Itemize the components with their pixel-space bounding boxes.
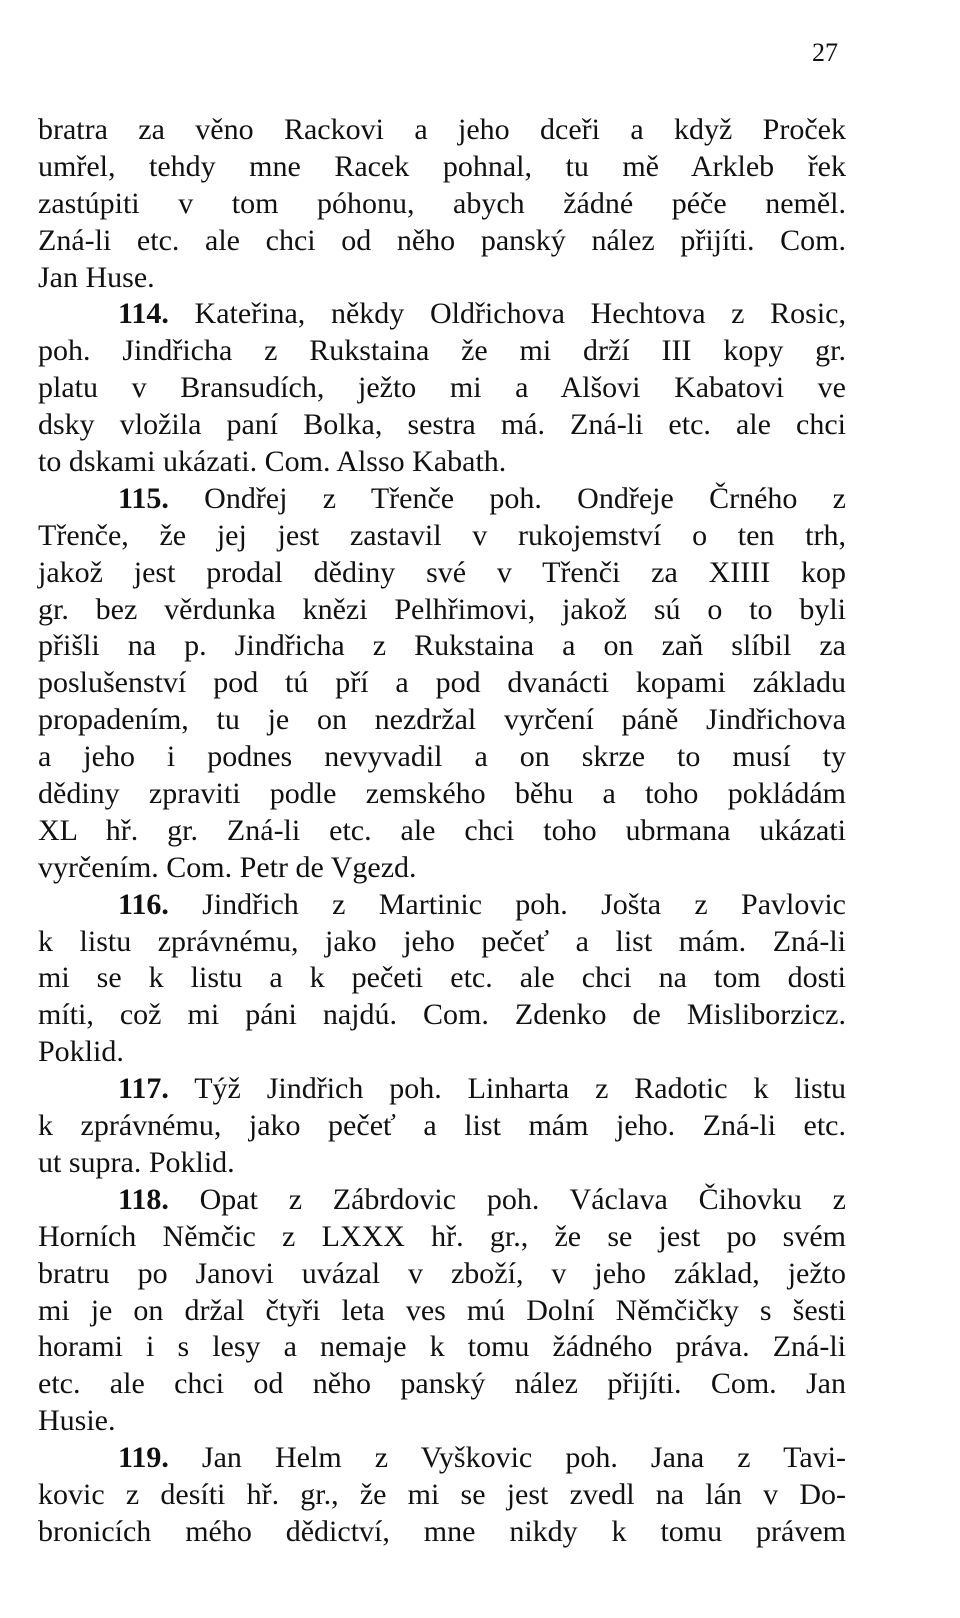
text-line <box>38 518 846 555</box>
text-line <box>38 1366 846 1403</box>
line-text: bratru po Janovi uvázal v zboží, v jeho základ, ježto <box>38 1256 846 1290</box>
text-line <box>38 1293 846 1330</box>
text-line <box>38 850 846 887</box>
line-text: Husie. <box>38 1404 116 1438</box>
text-line <box>38 1145 846 1182</box>
text-line <box>38 296 846 333</box>
line-text: míti, což mi páni najdú. Com. Zdenko de Misliborzicz. <box>38 998 846 1032</box>
line-text: poh. Jindřicha z Rukstaina že mi drží III kopy gr. <box>38 334 846 368</box>
line-text: bratra za věno Rackovi a jeho dceři a když Proček <box>38 113 846 146</box>
line-text: Poklid. <box>38 1035 124 1069</box>
entry-number: 119. <box>118 1441 169 1475</box>
text-line <box>38 481 846 518</box>
text-line <box>38 1514 846 1551</box>
line-text: vyrčením. Com. Petr de Vgezd. <box>38 850 417 884</box>
text-line <box>38 260 846 297</box>
page-number: 27 <box>812 38 838 67</box>
text-line <box>38 555 846 592</box>
text-body <box>38 112 846 1551</box>
line-text: Třenče, že jej jest zastavil v rukojemství o ten trh, <box>38 518 846 552</box>
line-text: dědiny zpraviti podle zemského běhu a toho pokládám <box>38 777 846 811</box>
text-line <box>38 186 846 223</box>
line-text: horami i s lesy a nemaje k tomu žádného práva. Zná-li <box>38 1330 846 1364</box>
line-text: Týž Jindřich poh. Linharta z Radotic k listu <box>168 1072 846 1106</box>
text-line <box>38 1071 846 1108</box>
text-line <box>38 1477 846 1514</box>
line-text: etc. ale chci od něho panský nález přijíti. Com. Jan <box>38 1367 846 1401</box>
line-text: Horních Němčic z LXXX hř. gr., že se jest po svém <box>38 1219 846 1253</box>
text-line <box>38 149 846 186</box>
text-line <box>38 739 846 776</box>
line-text: Jindřich z Martinic poh. Jošta z Pavlovic <box>168 887 846 921</box>
text-line <box>38 776 846 813</box>
text-line <box>38 1403 846 1440</box>
line-text: umřel, tehdy mne Racek pohnal, tu mě Arkleb řek <box>38 149 846 183</box>
text-line <box>38 333 846 370</box>
text-line <box>38 1182 846 1219</box>
text-line <box>38 702 846 739</box>
line-text: k zprávnému, jako pečeť a list mám jeho. Zná-li etc. <box>38 1109 846 1143</box>
text-line <box>38 960 846 997</box>
entry-number: 116. <box>118 887 169 921</box>
line-text: Ondřej z Třenče poh. Ondřeje Črného z <box>168 481 846 515</box>
entry-number: 114. <box>118 297 169 331</box>
line-text: mi se k listu a k pečeti etc. ale chci na tom dosti <box>38 961 846 995</box>
line-text: dsky vložila paní Bolka, sestra má. Zná-li etc. ale chci <box>38 408 846 442</box>
line-text: zastúpiti v tom póhonu, abych žádné péče neměl. <box>38 186 846 220</box>
text-line <box>38 1256 846 1293</box>
line-text: a jeho i podnes nevyvadil a on skrze to musí ty <box>38 740 846 774</box>
text-line <box>38 813 846 850</box>
line-text: kovic z desíti hř. gr., že mi se jest zvedl na lán v Do- <box>38 1477 846 1511</box>
text-line <box>38 997 846 1034</box>
line-text: Jan Helm z Vyškovic poh. Jana z Tavi- <box>168 1441 846 1475</box>
line-text: platu v Bransudích, ježto mi a Alšovi Kabatovi ve <box>38 371 846 405</box>
line-text: Opat z Zábrdovic poh. Václava Čihovku z <box>168 1182 846 1216</box>
text-line <box>38 370 846 407</box>
text-line <box>38 407 846 444</box>
line-text: mi je on držal čtyři leta ves mú Dolní Němčičky s šesti <box>38 1293 846 1327</box>
entry-number: 118. <box>118 1182 169 1216</box>
text-line <box>38 1440 846 1477</box>
text-line <box>38 1219 846 1256</box>
text-line <box>38 665 846 702</box>
line-text: to dskami ukázati. Com. Alsso Kabath. <box>38 445 507 479</box>
text-line <box>38 444 846 481</box>
line-text: poslušenství pod tú pří a pod dvanácti kopami základu <box>38 666 846 700</box>
text-line <box>38 628 846 665</box>
line-text: ut supra. Poklid. <box>38 1145 235 1179</box>
line-text: bronicích mého dědictví, mne nikdy k tomu právem <box>38 1514 846 1548</box>
text-line <box>38 1034 846 1071</box>
text-line <box>38 223 846 260</box>
text-line <box>38 592 846 629</box>
entry-number: 117. <box>118 1072 169 1106</box>
entry-number: 115. <box>118 481 169 515</box>
line-text: Zná-li etc. ale chci od něho panský nález přijíti. Com. <box>38 223 846 257</box>
line-text: Jan Huse. <box>38 260 155 294</box>
line-text: gr. bez věrdunka knězi Pelhřimovi, jakož sú o to byli <box>38 592 846 626</box>
line-text: přišli na p. Jindřicha z Rukstaina a on zaň slíbil za <box>38 629 846 663</box>
line-text: jakož jest prodal dědiny své v Třenči za XIIII kop <box>38 555 846 589</box>
line-text: k listu zprávnému, jako jeho pečeť a list mám. Zná-li <box>38 924 846 958</box>
text-line <box>38 924 846 961</box>
text-line <box>38 1329 846 1366</box>
line-text: Kateřina, někdy Oldřichova Hechtova z Rosic, <box>168 297 846 331</box>
text-line <box>38 112 846 149</box>
line-text: XL hř. gr. Zná-li etc. ale chci toho ubrmana ukázati <box>38 813 846 847</box>
text-line <box>38 887 846 924</box>
text-line <box>38 1108 846 1145</box>
line-text: propadením, tu je on nezdržal vyrčení páně Jindřichova <box>38 703 846 737</box>
